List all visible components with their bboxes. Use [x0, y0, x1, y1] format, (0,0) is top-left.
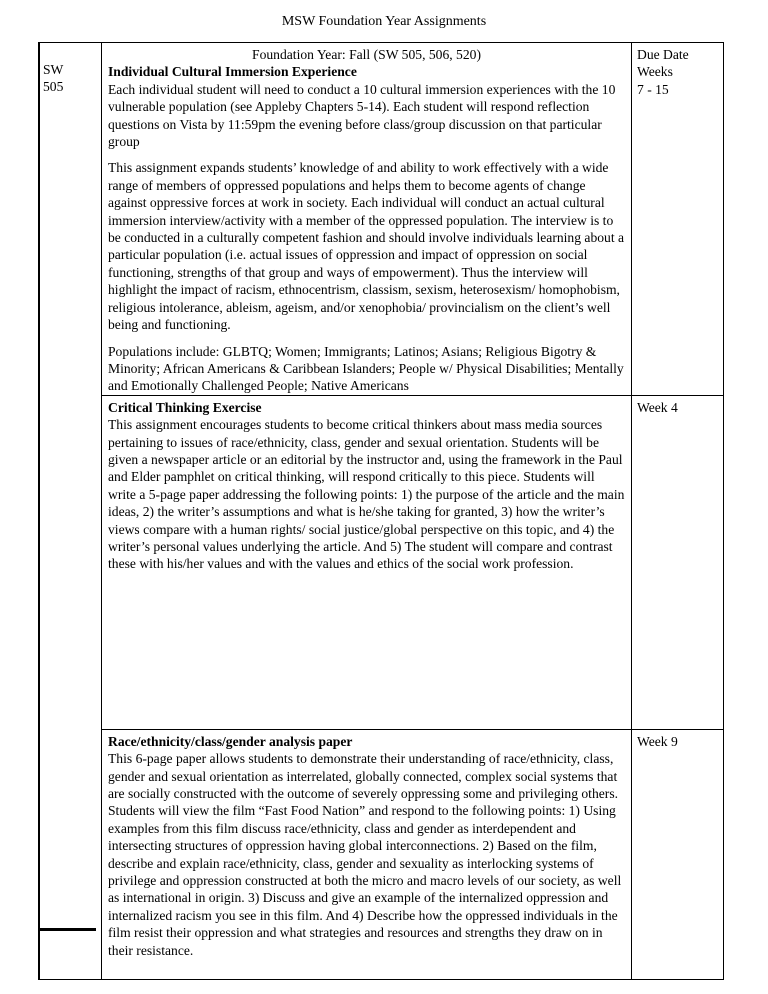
due-cell: [632, 729, 724, 979]
table-row: [39, 395, 724, 729]
table-bottom-rule: [38, 928, 96, 931]
assignment-populations: Populations include: GLBTQ; Women; Immigrants; Latinos; Asians; Religious Bigotry & Minority; African Americans & Caribbean Islanders; People w/ Physical Disabilities; Mentally and Emotionally Challenged People; Native Americans: [108, 343, 624, 394]
table-row: [39, 43, 724, 396]
assignment-cell: [102, 43, 632, 396]
assignment-title: Critical Thinking Exercise: [108, 399, 262, 415]
course-code-prefix: SW: [43, 62, 64, 77]
assignment-title: Individual Cultural Immersion Experience: [108, 64, 357, 80]
due-weeks-label: Weeks: [637, 64, 673, 80]
assignment-title: Race/ethnicity/class/gender analysis paper: [108, 733, 353, 749]
course-code-number: 505: [43, 79, 64, 95]
due-cell: [632, 43, 724, 396]
course-cell: [39, 43, 102, 980]
section-heading: Foundation Year: Fall (SW 505, 506, 520): [252, 47, 481, 62]
assignment-description: This assignment expands students’ knowledge of and ability to work effectively with a wide range of members of oppressed populations and helps them to become agents of change against oppressive forces at work in society. Each individual will conduct an actual cultural immersion interview/activity with a member of the oppressed population. The interview is to be conducted in a culturally competent fashion and should involve individuals learning about a particular population (i.e. actual issues of oppression and impact of oppression on social functioning, strengths of that group and ways of empowerment). Thus the interview will highlight the impact of racism, ethnocentrism, classism, sexism, heterosexism/ homophobism, religious intolerance, ableism, ageism, and/or xenophobia/ provincialism on the client’s well being and functioning.: [108, 160, 625, 333]
assignments-table: [38, 42, 724, 980]
due-week: Week 9: [637, 733, 678, 749]
due-weeks-range: 7 - 15: [637, 81, 669, 97]
due-date-header: Due Date: [637, 47, 689, 62]
page-header: MSW Foundation Year Assignments: [281, 14, 487, 29]
assignment-intro: Each individual student will need to conduct a 10 cultural immersion experiences with the 10 vulnerable population (see Appleby Chapters 5-14). Each student will respond reflection questions on Vista by 11:59pm the evening before class/group discussion on that particular group: [108, 81, 616, 150]
assignment-cell: [102, 729, 632, 979]
due-week: Week 4: [637, 399, 678, 415]
due-cell: [632, 395, 724, 729]
table-row: [39, 729, 724, 979]
assignment-description: This assignment encourages students to become critical thinkers about mass media sources pertaining to issues of race/ethnicity, class, gender and sexual orientation. Students will be given a newspaper article or an editorial by the instructor and, using the framework in the Paul and Elder pamphlet on critical thinking, will respond critically to this piece. Students will write a 5-page paper addressing the following points: 1) the purpose of the article and the main ideas, 2) the writer’s assumptions and what is he/she taking for granted, 3) how the writer’s views compare with a human rights/ social justice/global perspective on this topic, and 4) the writer’s personal values underlying the article. And 5) The student will compare and contrast these with his/her values and with the values and ethics of the social work profession.: [108, 417, 625, 572]
assignment-description: This 6-page paper allows students to demonstrate their understanding of race/ethnicity, class, gender and sexual orientation as interrelated, globally connected, complex social systems that are socially constructed with the outcome of severely oppressing some and privileging others. Students will view the film “Fast Food Nation” and respond to the following points: 1) Using examples from this film discuss race/ethnicity, class and gender as interdependent and intersecting structures of oppression having global interconnections. 2) Based on the film, describe and explain race/ethnicity, class, gender and sexuality as interlocking systems of privilege and oppression constructed at both the micro and macro levels of our society, as well as international in origin. 3) Discuss and give an example of the internalized oppression and internalized racism you see in this film. And 4) Describe how the oppressed individuals in the film resist their oppression and what strategies and resources and strengths they draw on in their resistance.: [108, 751, 622, 958]
assignment-cell: [102, 395, 632, 729]
